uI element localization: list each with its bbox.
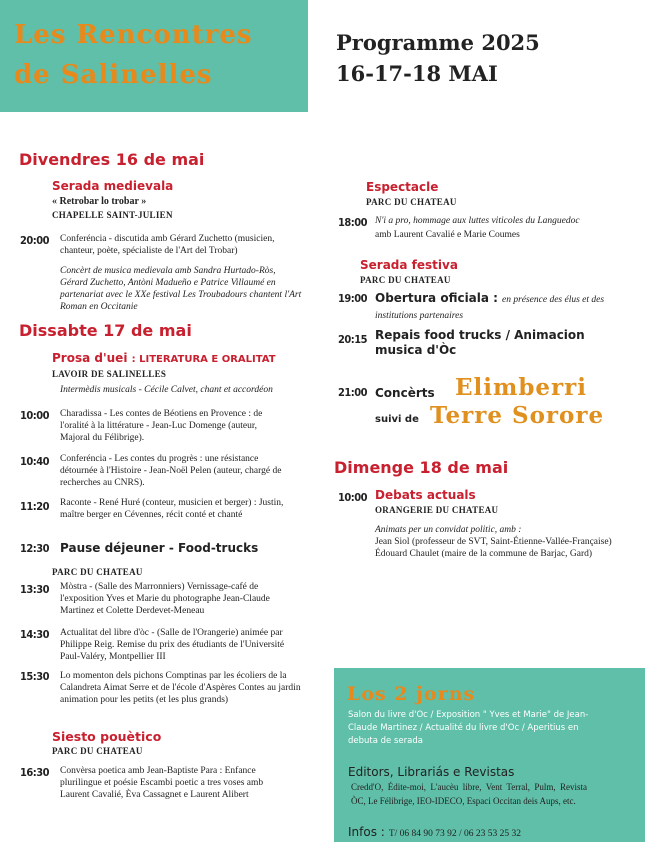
infos-description: Salon du livre d'Oc / Exposition " Yves et Marie" de Jean-Claude Martinez / Actualité du livre d'Oc / Aperitius en debuta de serada — [348, 710, 589, 746]
saturday-item-3: Raconte - René Huré (conteur, musicien et berger) : Justin, maître berger en Cévennes, récit conté et chanté — [60, 498, 284, 520]
place-parc-1: PARC DU CHATEAU — [52, 567, 143, 577]
saturday-item-2: Conferéncia - Les contes du progrès : une résistance détournée à l'Histoire - Jean-Noël Pelen (auteur, chargé de recherches au CNRS). — [60, 454, 282, 488]
place-orangerie: ORANGERIE DU CHATEAU — [375, 505, 499, 515]
time-1330: 13:30 — [20, 583, 50, 596]
time-1800: 18:00 — [338, 216, 368, 229]
saturday-item-4: Mòstra - (Salle des Marronniers) Vernissage-café de l'exposition Yves et Marie du photographe Jean-Claude Martinez et Colette Derdevet-Meneau — [60, 582, 270, 616]
friday-conference: Conferéncia - discutida amb Gérard Zuchetto (musicien, chanteur, poète, spécialiste de l'Art del Trobar) — [60, 234, 275, 256]
time-2000: 20:00 — [20, 234, 50, 247]
debats-intro: Animats per un convidat politic, amb : — [375, 525, 522, 535]
place-parc-2: PARC DU CHATEAU — [52, 746, 143, 756]
section-debats: Debats actuals — [375, 488, 476, 502]
poetry-event: Convèrsa poetica amb Jean-Baptiste Para : Enfance plurilingue et poésie Escambi poetic a tres voses amb Laurent Cavalié, Èva Cassagnet e Laurent Alibert — [60, 766, 264, 800]
obertura-sub: en présence des élus et des institutions partenaires — [375, 295, 605, 321]
espectacle-artists: amb Laurent Cavalié e Marie Coumes — [375, 230, 520, 240]
time-1900: 19:00 — [338, 292, 368, 305]
day-friday: Divendres 16 de mai — [19, 150, 205, 169]
section-prosa-sub: : LITERATURA E ORALITAT — [131, 354, 276, 365]
infos-phone: T/ 06 84 90 73 92 / 06 23 53 25 32 — [388, 829, 522, 839]
saturday-item-5: Actualitat del libre d'òc - (Salle de l'Orangerie) animée par Philippe Reig. Remise du prix des étudiants de l'Université Paul-Valéry, Montpellier III — [60, 628, 285, 662]
section-prosa-duei — [52, 351, 276, 365]
debats-person-2: Édouard Chaulet (maire de la commune de Barjac, Gard) — [375, 549, 593, 559]
place-parc-3: PARC DU CHATEAU — [366, 197, 457, 207]
suivi-de: suivi de — [375, 414, 419, 425]
obertura-title: Obertura oficiala : — [375, 291, 498, 305]
time-2015: 20:15 — [338, 333, 368, 346]
editors-list: Credd'O, Édite-moi, L'aucèu libre, Vent Terral, Pulm, Revista ÒC, Le Félibrige, IEO-IDECO, Espaci Occitan deis Aups, etc. — [351, 782, 587, 806]
concerts-label: Concèrts — [375, 386, 435, 400]
time-2100: 21:00 — [338, 386, 368, 399]
programme-label: Programme 2025 — [336, 30, 540, 55]
time-1630: 16:30 — [20, 766, 50, 779]
time-sunday-1000: 10:00 — [338, 491, 368, 504]
espectacle-title: N'i a pro, hommage aux luttes viticoles du Languedoc — [375, 216, 580, 226]
event-dates: 16-17-18 MAI — [336, 61, 498, 86]
repais-event: Repais food trucks / Animacion musica d'Òc — [375, 328, 585, 357]
band-terre-sorore: Terre Sorore — [430, 402, 605, 429]
time-1040: 10:40 — [20, 455, 50, 468]
obertura-block — [375, 290, 635, 322]
section-siesto: Siesto pouètico — [52, 729, 162, 744]
event-title-line1: Les Rencontres — [14, 20, 253, 50]
place-chapelle: CHAPELLE SAINT-JULIEN — [52, 210, 173, 220]
time-1120: 11:20 — [20, 500, 50, 513]
saturday-item-1: Charadissa - Les contes de Béotiens en Provence : de l'oralité à la littérature - Jean-Luc Domenge (auteur, Majoral du Félibrige). — [60, 409, 263, 443]
infos-contact — [348, 823, 521, 841]
section-prosa-label: Prosa d'uei — [52, 351, 128, 365]
place-parc-4: PARC DU CHATEAU — [360, 275, 451, 285]
title-banner — [0, 0, 308, 112]
saturday-item-6: Lo momenton dels pichons Comptinas par les écoliers de la Calandreta Aimat Serre et de l'école d'Aspères Contes au jardin animation pour les petits (et les plus grands) — [60, 671, 301, 705]
band-elimberri: Elimberri — [455, 374, 588, 401]
time-1000: 10:00 — [20, 409, 50, 422]
event-title-line2: de Salinelles — [14, 60, 213, 90]
day-sunday: Dimenge 18 de mai — [334, 458, 509, 477]
debats-person-1: Jean Siol (professeur de SVT, Saint-Étienne-Vallée-Française) — [375, 537, 612, 547]
place-lavoir: LAVOIR DE SALINELLES — [52, 369, 167, 379]
editors-title: Editors, Librariás e Revistas — [348, 765, 515, 779]
time-1430: 14:30 — [20, 628, 50, 641]
friday-concert: Concèrt de musica medievala amb Sandra Hurtado-Ròs, Gérard Zuchetto, Antòni Madueño e Patrice Villaumé en partenariat avec le XXe festival Les Troubadours chantent l'Art Roman en Occitanie — [60, 266, 302, 312]
day-saturday: Dissabte 17 de mai — [19, 321, 192, 340]
section-espectacle: Espectacle — [366, 180, 439, 194]
time-1230: 12:30 — [20, 542, 50, 555]
lunch-break: Pause déjeuner - Food-trucks — [60, 541, 259, 555]
section-serada-festiva: Serada festiva — [360, 258, 458, 272]
section-serada-medievala: Serada medievala — [52, 179, 174, 193]
saturday-intro: Intermèdis musicals - Cécile Calvet, chant et accordéon — [60, 385, 273, 395]
time-1530: 15:30 — [20, 670, 50, 683]
infos-title: Los 2 jorns — [347, 683, 476, 705]
subtitle-retrobar: « Retrobar lo trobar » — [52, 196, 147, 207]
infos-label: Infos : — [348, 825, 385, 839]
